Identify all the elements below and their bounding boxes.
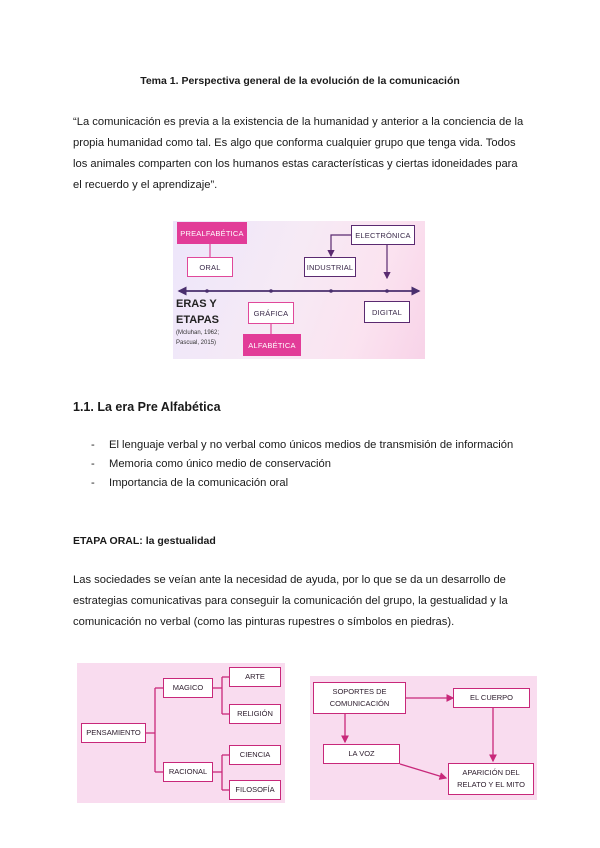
eras-timeline-figure bbox=[173, 221, 425, 359]
etapa-oral-paragraph: Las sociedades se veían ante la necesidad de ayuda, por lo que se da un desarrollo de estrategias comunicativas para conseguir la comunicación del grupo, la gestualidad y la comunicación no verbal (como las pinturas rupestres o símbolos en piedras). bbox=[73, 574, 508, 628]
soportes-box bbox=[313, 682, 406, 714]
ciencia-box: CIENCIA bbox=[229, 745, 281, 765]
page-title: Tema 1. Perspectiva general de la evolución de la comunicación bbox=[140, 75, 460, 87]
racional-box: RACIONAL bbox=[163, 762, 213, 782]
prealfabetica-box: PREALFABÉTICA bbox=[177, 222, 247, 244]
list-item: - El lenguaje verbal y no verbal como únicos medios de transmisión de información bbox=[91, 436, 531, 455]
soportes-line2: COMUNICACIÓN bbox=[329, 699, 390, 708]
section-heading-pre-alfabetica: 1.1. La era Pre Alfabética bbox=[73, 400, 221, 414]
digital-box: DIGITAL bbox=[364, 301, 410, 323]
eras-label-line2: ETAPAS bbox=[176, 314, 219, 326]
citation-line1: (Mcluhan, 1962; bbox=[176, 330, 220, 336]
list-item: - Memoria como único medio de conservación bbox=[91, 455, 531, 474]
filosofia-box: FILOSOFÍA bbox=[229, 780, 281, 800]
oral-box: ORAL bbox=[187, 257, 233, 277]
grafica-box: GRÁFICA bbox=[248, 302, 294, 324]
pensamiento-box: PENSAMIENTO bbox=[81, 723, 146, 743]
citation-line2: Pascual, 2015) bbox=[176, 340, 217, 346]
aparicion-line2: RELATO Y EL MITO bbox=[457, 780, 525, 789]
bullet-list bbox=[91, 436, 531, 493]
soportes-diagram bbox=[310, 676, 537, 800]
eras-label bbox=[176, 296, 219, 348]
axis-point-2 bbox=[269, 289, 273, 293]
axis-point-4 bbox=[385, 289, 389, 293]
soportes-line1: SOPORTES DE bbox=[332, 687, 387, 696]
voz-box: LA VOZ bbox=[323, 744, 400, 764]
intro-quote: “La comunicación es previa a la existencia de la humanidad y anterior a la conciencia de la propia humanidad como tal. Es algo que conforma cualquier grupo que tenga vida. Todos los animales comparten con los humanos estas características y ciertas idoneidades para el recuerdo y el aprendizaje”. bbox=[73, 116, 524, 191]
eras-label-line1: ERAS Y bbox=[176, 298, 217, 310]
list-item: - Importancia de la comunicación oral bbox=[91, 474, 531, 493]
connector-electronica-industrial bbox=[331, 235, 353, 256]
aparicion-line1: APARICIÓN DEL bbox=[462, 768, 520, 777]
arte-box: ARTE bbox=[229, 667, 281, 687]
religion-box: RELIGIÓN bbox=[229, 704, 281, 724]
pensamiento-diagram bbox=[77, 663, 285, 803]
axis-point-3 bbox=[329, 289, 333, 293]
aparicion-box bbox=[448, 763, 534, 795]
industrial-box: INDUSTRIAL bbox=[304, 257, 356, 277]
alfabetica-box: ALFABÉTICA bbox=[243, 334, 301, 356]
cuerpo-box: EL CUERPO bbox=[453, 688, 530, 708]
electronica-box: ELECTRÓNICA bbox=[351, 225, 415, 245]
magico-box: MAGICO bbox=[163, 678, 213, 698]
subheading-etapa-oral: ETAPA ORAL: la gestualidad bbox=[73, 535, 216, 547]
axis-point-1 bbox=[205, 289, 209, 293]
